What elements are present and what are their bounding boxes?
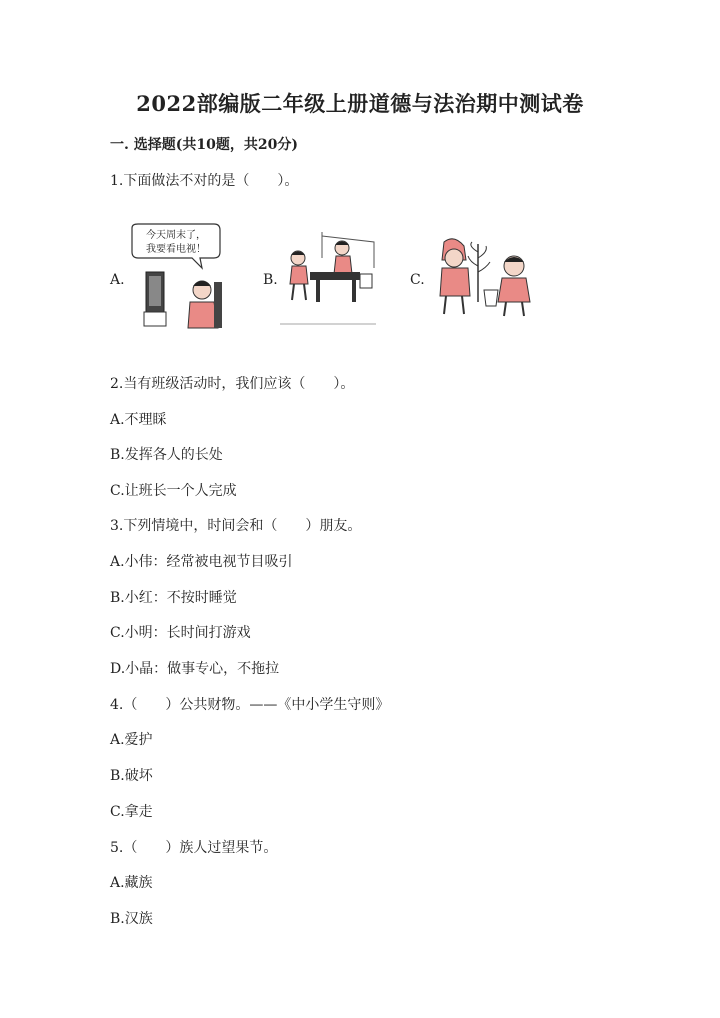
question-3-stem: 3.下列情境中，时间会和（ ）朋友。 — [110, 518, 362, 534]
question-2-stem: 2.当有班级活动时，我们应该（ ）。 — [110, 376, 355, 392]
q1-picture-a-tv-illustration — [128, 222, 228, 334]
q5-option-b: B.汉族 — [110, 911, 153, 927]
q3-option-d: D.小晶：做事专心，不拖拉 — [110, 661, 280, 677]
q5-option-a: A.藏族 — [110, 875, 153, 891]
q1-option-a-label: A. — [110, 272, 125, 288]
section-heading: 一. 选择题(共10题，共20分) — [110, 137, 298, 153]
q2-option-a: A.不理睬 — [110, 412, 167, 428]
q3-option-b: B.小红：不按时睡觉 — [110, 590, 237, 606]
question-1-stem: 1.下面做法不对的是（ ）。 — [110, 173, 299, 189]
q4-option-c: C.拿走 — [110, 804, 153, 820]
speech-bubble-line-1: 今天周末了， — [146, 230, 206, 241]
page-title: 2022部编版二年级上册道德与法治期中测试卷 — [136, 91, 584, 116]
q1-picture-b-classroom-illustration — [280, 228, 376, 328]
q1-picture-c-planting-illustration — [428, 236, 544, 318]
question-5-stem: 5.（ ）族人过望果节。 — [110, 840, 278, 856]
q1-option-b-label: B. — [263, 272, 278, 288]
question-4-stem: 4.（ ）公共财物。——《中小学生守则》 — [110, 697, 390, 713]
q4-option-b: B.破坏 — [110, 768, 153, 784]
q3-option-c: C.小明：长时间打游戏 — [110, 625, 251, 641]
q2-option-c: C.让班长一个人完成 — [110, 483, 237, 499]
q1-option-c-label: C. — [410, 272, 425, 288]
q2-option-b: B.发挥各人的长处 — [110, 447, 223, 463]
speech-bubble-line-2: 我要看电视！ — [146, 244, 206, 255]
q4-option-a: A.爱护 — [110, 732, 153, 748]
q3-option-a: A.小伟：经常被电视节目吸引 — [110, 554, 293, 570]
